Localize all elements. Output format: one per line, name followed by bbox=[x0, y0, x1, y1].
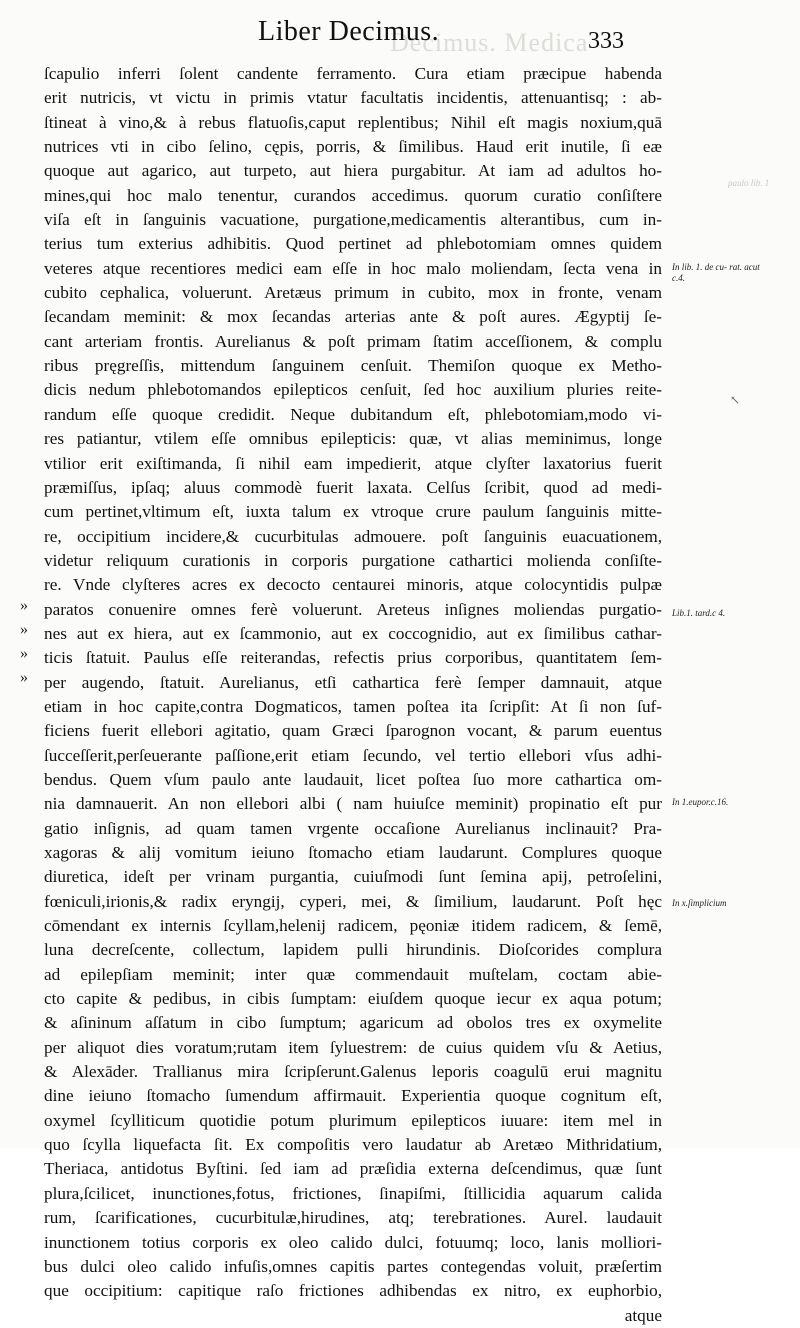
text-line: plura,ſcilicet, inunctiones,fotus, frictiones, ſinapiſmi, ſtillicidia aquarum calida bbox=[44, 1183, 662, 1203]
text-line: cubito cephalica, voluerunt. Aretæus primum in cubito, mox in fronte, venam bbox=[44, 283, 662, 303]
text-line: vtilior erit exiſtimanda, ſi nihil eam impedierit, atque clyſter laxatorius fuerit bbox=[44, 453, 662, 473]
text-line: gatio inſignis, ad quam tamen vrgente occaſione Aurelianus inclinauit? Pra- bbox=[44, 818, 662, 838]
text-line: terius tum exterius adhibitis. Quod pertinet ad phlebotomiam omnes quidem bbox=[44, 234, 662, 254]
text-line: cōmendant ex internis ſcyllam,helenij radicem, pęoniæ itidem radicem, & ſemē, bbox=[44, 916, 662, 936]
marginal-note-lib1-tard: Lib.1. tard.c 4. bbox=[672, 608, 726, 618]
text-line: cto capite & pedibus, in cibis ſumptam: eiuſdem quoque iecur ex aqua potum; bbox=[44, 989, 662, 1009]
text-line: re, occipitium incidere,& cucurbitulas admouere. poſt ſanguinis euacuationem, bbox=[44, 526, 662, 546]
text-line: videtur reliquum curationis in corporis purgatione cathartici molienda conſiſte- bbox=[44, 550, 662, 570]
marginal-note-eupor: In 1.eupor.c.16. bbox=[672, 797, 729, 807]
text-line: fœniculi,irionis,& radix eryngij, cyperi, mei, & ſimilium, laudarunt. Poſt hęc bbox=[44, 891, 662, 911]
text-line: ribus pręgreſſis, mittendum ſanguinem cenſuit. Themiſon quoque ex Metho- bbox=[44, 356, 662, 376]
text-line: cant arteriam frontis. Aurelianus & poſt primam ſtatim acceſſionem, & complu bbox=[44, 331, 662, 351]
text-line: nutrices vti in cibo ſelino, cępis, porris, & ſimilibus. Haud erit inutile, ſi eæ bbox=[44, 137, 662, 157]
text-line: paratos conuenire omnes ferè voluerunt. Areteus inſignes moliendas purgatio- bbox=[44, 599, 662, 619]
show-through-text: Decimus. Medica bbox=[390, 28, 589, 57]
text-line: res patiantur, vtilem eſſe omnibus epilepticis: quæ, vt alias meminimus, longe bbox=[44, 429, 662, 449]
text-line: præmiſſus, ipſaq; aluus commodè fuerit laxata. Celſus ſcribit, quod ad medi- bbox=[44, 477, 662, 497]
text-line: luna decreſcente, collectum, lapidem pulli hirundinis. Dioſcorides complura bbox=[44, 940, 662, 960]
text-line: quoque aut agarico, aut turpeto, aut hiera purgabitur. At iam ad adultos ho- bbox=[44, 161, 662, 181]
text-line: ſecandam meminit: & mox ſecandas arterias ante & poſt aures. Ægyptij ſe- bbox=[44, 307, 662, 327]
text-line: ticis ſtatuit. Paulus eſſe reiterandas, refectis prius corporibus, quantitatem ſem- bbox=[44, 648, 662, 668]
text-line: bus dulci oleo calido infuſis,omnes capitis partes contegendas voluit, præſertim bbox=[44, 1256, 662, 1276]
text-line: & aſininum aſſatum in cibo ſumptum; agaricum ad obolos tres ex oxymelite bbox=[44, 1013, 662, 1033]
quote-mark: » bbox=[20, 597, 28, 614]
bleed-through-text: paulo lib. 1 bbox=[728, 178, 770, 188]
text-line: xagoras & alij vomitum ieiuno ſtomacho etiam laudarunt. Complures quoque bbox=[44, 843, 662, 862]
marginal-note-lib1-curat: In lib. 1. de cu- rat. acut c.4. bbox=[672, 262, 760, 283]
text-line: ſtineat à vino,& à rebus flatuoſis,caput replentibus; Nihil eſt magis noxium,quā bbox=[44, 112, 662, 132]
text-line: ſucceſſerit,perſeuerante paſſione,erit etiam ſecundo, vel tertio ellebori vſus adhi- bbox=[44, 745, 662, 765]
quote-mark: » bbox=[20, 645, 28, 662]
text-line: atque bbox=[624, 1305, 662, 1325]
text-line: bendus. Quem vſum paulo ante laudauit, licet poſtea ſuo more cathartica om- bbox=[44, 769, 662, 789]
quote-mark: » bbox=[20, 669, 28, 686]
marginal-note-simplicium: In x.ſimplicium bbox=[672, 898, 727, 908]
text-line: dine ieiuno ſtomacho ſumendum affirmauit. Experientia quoque cognitum eſt, bbox=[44, 1086, 662, 1106]
text-line: ficiens fuerit ellebori agitatio, quam Græci ſparognon vocant, & parum euentus bbox=[44, 721, 662, 741]
text-line: & Alexāder. Trallianus mira ſcripſerunt.Galenus leporis coagulū erui magnitu bbox=[44, 1062, 662, 1082]
page-number: 333 bbox=[588, 28, 624, 54]
text-line: nia damnauerit. An non ellebori albi ( nam huiuſce meminit) propinatio eſt pur bbox=[44, 794, 662, 814]
text-line: quo ſcylla liquefacta ſit. Ex compoſitis vero laudatur ab Aretæo Mithridatium, bbox=[44, 1135, 662, 1155]
text-line: randum eſſe quoque credidit. Neque dubitandum eſt, phlebotomiam,modo vi- bbox=[44, 404, 662, 424]
text-line: viſa eſt in ſanguinis vacuatione, purgatione,medicamentis alterantibus, cum in- bbox=[44, 210, 662, 230]
text-line: per aliquot dies voratum;rutam item ſyluestrem: de cuius quidem vſu & Aetius, bbox=[44, 1037, 662, 1057]
text-line: diuretica, ideſt per vrinam purgantia, cuiuſmodi ſunt ſemina apij, petroſelini, bbox=[44, 867, 662, 887]
text-line: re. Vnde clyſteres acres ex decocto centaurei minoris, atque colocyntidis pulpæ bbox=[44, 575, 662, 595]
text-line: cum pertinet,vltimum eſt, iuxta talum ex vtroque crure paulum ſanguinis mitte- bbox=[44, 502, 662, 522]
page-title: Liber Decimus. bbox=[258, 16, 440, 47]
text-line: etiam in hoc capite,contra Dogmaticos, tamen poſtea ita ſcripſit: At ſi non ſuf- bbox=[44, 696, 662, 716]
text-line: erit nutricis, vt victu in primis vtatur facultatis incidentis, attenuantisq; : ab- bbox=[44, 88, 662, 108]
main-text-block bbox=[44, 62, 662, 1328]
text-line: oxymel ſcylliticum quotidie potum plurimum epilepticos iuuare: item mel in bbox=[44, 1110, 662, 1130]
text-line: ſcapulio inferri ſolent candente ferramento. Cura etiam præcipue habenda bbox=[44, 64, 662, 83]
text-line: rum, ſcarificationes, cucurbitulæ,hirudines, atq; terebrationes. Aurel. laudauit bbox=[44, 1208, 662, 1228]
text-line: dicis nedum phlebotomandos epilepticos cenſuit, ſed hoc auxilium pluries reite- bbox=[44, 380, 662, 400]
text-line: per augendo, ſtatuit. Aurelianus, etſi cathartica ferè ſemper damnauit, atque bbox=[44, 672, 662, 692]
text-line: Theriaca, antidotus Byſtini. ſed iam ad præſidia externa deſcendimus, quæ ſunt bbox=[44, 1159, 662, 1179]
text-line: que occipitium: capitique raſo frictiones adhibendas ex nitro, ex euphorbio, bbox=[44, 1281, 662, 1301]
text-line: ad epilepſiam meminit; inter quæ commendauit muſtelam, coctam abie- bbox=[44, 964, 662, 984]
text-line: mines,qui hoc malo tenentur, curandos accedimus. quorum curatio conſiſtere bbox=[44, 185, 662, 205]
text-line: nes aut ex hiera, aut ex ſcammonio, aut ex coccognidio, aut ex ſimilibus cathar- bbox=[44, 623, 662, 643]
text-line: veteres atque recentiores medici eam eſſe in hoc malo moliendam, ſecta vena in bbox=[44, 258, 662, 278]
arrow-mark-icon: ↖ bbox=[730, 393, 741, 407]
quote-mark: » bbox=[20, 621, 28, 638]
text-line: inunctionem totius corporis ex oleo calido dulci, fotuumq; loco, lanis molliori- bbox=[44, 1232, 662, 1252]
